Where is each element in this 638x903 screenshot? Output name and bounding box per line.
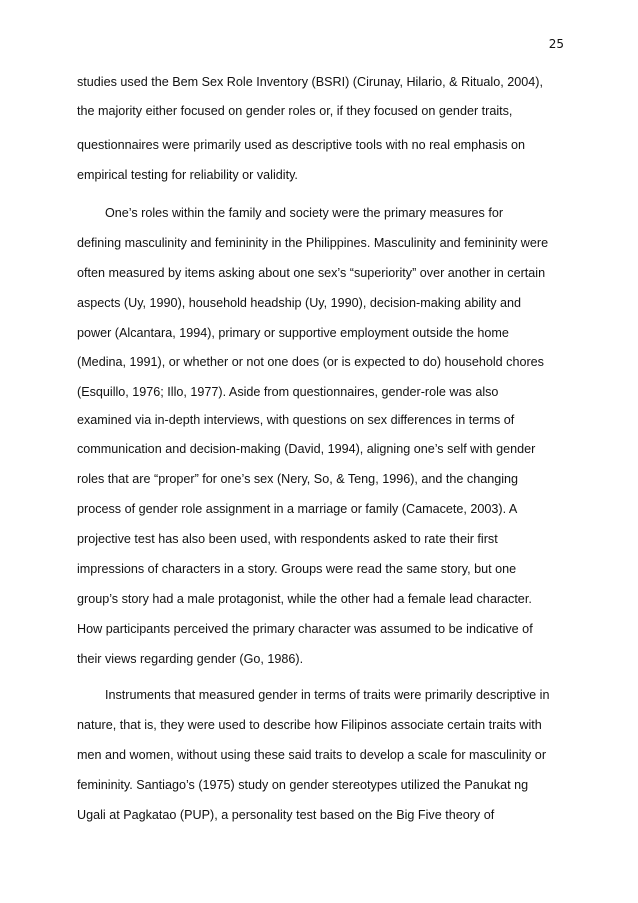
text-line: nature, that is, they were used to describe how Filipinos associate certain traits with bbox=[77, 718, 542, 732]
text-line: power (Alcantara, 1994), primary or supportive employment outside the home bbox=[77, 326, 509, 340]
text-line: How participants perceived the primary character was assumed to be indicative of bbox=[77, 622, 533, 636]
text-line: aspects (Uy, 1990), household headship (Uy, 1990), decision-making ability and bbox=[77, 296, 522, 310]
text-line: Ugali at Pagkatao (PUP), a personality test based on the Big Five theory of bbox=[77, 808, 495, 822]
text-line: group’s story had a male protagonist, while the other had a female lead character. bbox=[77, 592, 532, 606]
text-line: femininity. Santiago’s (1975) study on gender stereotypes utilized the Panukat ng bbox=[77, 778, 529, 792]
text-line: One’s roles within the family and society were the primary measures for bbox=[77, 206, 504, 220]
text-line: process of gender role assignment in a marriage or family (Camacete, 2003). A bbox=[77, 502, 518, 516]
text-line: men and women, without using these said traits to develop a scale for masculinity or bbox=[77, 748, 547, 762]
text-line: (Medina, 1991), or whether or not one does (or is expected to do) household chores bbox=[77, 355, 544, 369]
text-line: examined via in-depth interviews, with questions on sex differences in terms of bbox=[77, 413, 515, 427]
text-line: their views regarding gender (Go, 1986). bbox=[77, 652, 304, 666]
text-line: the majority either focused on gender roles or, if they focused on gender traits, bbox=[77, 104, 513, 118]
text-line: often measured by items asking about one sex’s “superiority” over another in certain bbox=[77, 266, 546, 280]
text-line: roles that are “proper” for one’s sex (Nery, So, & Teng, 1996), and the changing bbox=[77, 472, 519, 486]
text-line: Instruments that measured gender in terms of traits were primarily descriptive in bbox=[77, 688, 550, 702]
text-line: communication and decision-making (David, 1994), aligning one’s self with gender bbox=[77, 442, 536, 456]
page-number: 25 bbox=[548, 37, 564, 51]
text-line: defining masculinity and femininity in the Philippines. Masculinity and femininity were bbox=[77, 236, 549, 250]
text-line: questionnaires were primarily used as descriptive tools with no real emphasis on bbox=[77, 138, 525, 152]
text-line: (Esquillo, 1976; Illo, 1977). Aside from questionnaires, gender-role was also bbox=[77, 385, 499, 399]
text-line: empirical testing for reliability or validity. bbox=[77, 168, 298, 182]
text-line: studies used the Bem Sex Role Inventory (BSRI) (Cirunay, Hilario, & Ritualo, 2004), bbox=[77, 75, 543, 89]
text-line: projective test has also been used, with respondents asked to rate their first bbox=[77, 532, 498, 546]
text-line: impressions of characters in a story. Groups were read the same story, but one bbox=[77, 562, 517, 576]
